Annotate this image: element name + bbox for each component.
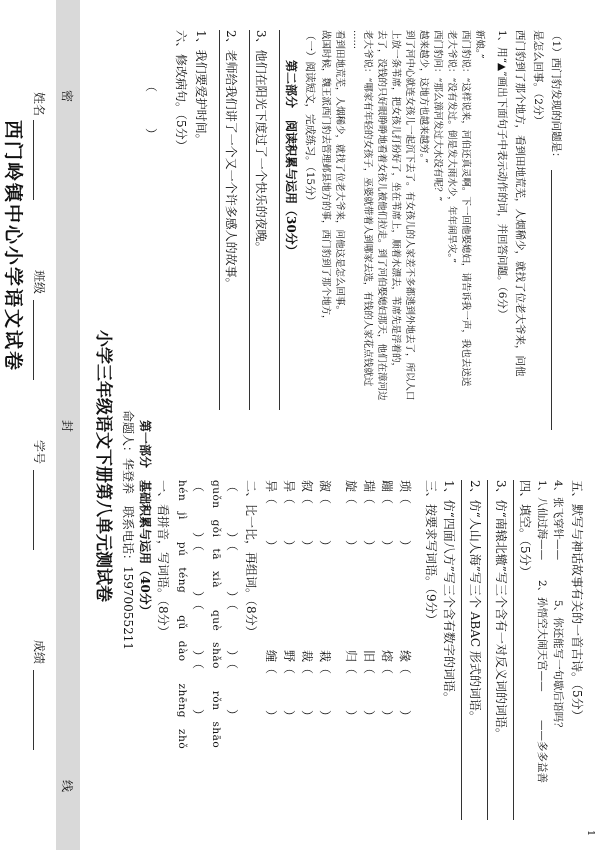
- q3-answer-1[interactable]: [461, 480, 462, 820]
- exercise-1-sentence: 西门豹到了那个地方，看到田地荒芜，人烟稀少，就找了位老大爷来，问他: [514, 30, 526, 377]
- passage-line: ……: [351, 30, 362, 49]
- binding-field-number: 学号: [32, 440, 46, 465]
- passage-line: 老大爷说：“哪家有年轻的女孩子，巫婆就带着人到哪家去选，有钱的人家花点钱就过: [362, 30, 373, 387]
- q2-cell[interactable]: 瑞（ ）: [362, 480, 376, 553]
- q2-cell[interactable]: 裁（ ）: [300, 650, 314, 723]
- q2-row: [299, 480, 316, 820]
- q4-label: 四、填空。（5分）: [518, 480, 532, 578]
- passage-line: 新娘。”: [474, 30, 485, 59]
- q2-cell[interactable]: 栽（ ）: [318, 650, 332, 723]
- q1-label: 一、看拼音，写词语。（8分）: [156, 480, 170, 638]
- q2-cell[interactable]: 叙（ ）: [300, 480, 314, 553]
- q3-label: 三、按要求写词语。（9分）: [424, 480, 438, 626]
- q3-item-1: 1、仿“四面八方”写三个含有数字的词语。: [442, 480, 456, 704]
- q2-cell[interactable]: 溆（ ）: [318, 480, 332, 553]
- q1-pinyin-row2: guǒn gǒi tā xià què shǎo rǒn shāo: [210, 480, 222, 749]
- q6-answer-1[interactable]: [219, 30, 220, 410]
- exam-title: 小学三年级语文下册第八单元测试卷: [93, 330, 113, 602]
- q2-cell[interactable]: 熔（ ）: [380, 650, 394, 723]
- exam-author: 命题人：华登养 联系电话：15970055211: [121, 410, 135, 650]
- q4-item-4: 4、张飞穿针——: [552, 480, 564, 561]
- q2-row: [263, 480, 280, 820]
- q2-cell[interactable]: 缠（ ）: [264, 650, 278, 723]
- passage-line: 战国时候，魏王派西门豹去管理邺县地方的事，西门豹到了那个地方，: [320, 30, 331, 325]
- q4-item-1: 1、八仙过海——: [536, 480, 548, 561]
- q2-cell[interactable]: 异（ ）: [282, 480, 296, 553]
- q6-item-3: 3、他们在阳光下度过了一个快乐的夜晚。: [254, 30, 268, 254]
- class-blank[interactable]: [33, 300, 34, 380]
- q6-paren[interactable]: （ ）: [144, 80, 158, 141]
- passage-line: 西门豹问：“那么漳河发过大水没有呢？”: [432, 30, 443, 202]
- exercise-1-sub1: （1）西门豹发现的问题是：: [550, 30, 562, 163]
- school-heading: 西门岭镇中心小学语文试卷: [2, 120, 24, 373]
- q5-label: 五、默写与神话故事有关的一首古诗。（5分）: [570, 480, 584, 722]
- binding-field-name: 姓名: [32, 92, 46, 117]
- passage-line: 上放一条苇席，把女孩儿打扮好了，坐在苇席上，顺着水漂去，苇席先是浮着的，: [390, 30, 401, 373]
- passage-line: 到了河中心就连女孩儿一起沉下去了。有女孩儿的人家差不多都逃到外地去了，所以人口: [404, 30, 415, 401]
- q2-cell[interactable]: 野（ ）: [282, 650, 296, 723]
- part1-heading: 第一部分 基础积累与运用（40分）: [138, 420, 152, 617]
- passage-line: 去了，没钱的只好眼睁睁地看着女孩儿被他们拉走。到了河伯娶媳妇那天，他们在漳河边: [376, 30, 387, 401]
- q4-item-5: 5、你还能写一句歇后语吗？: [552, 600, 564, 733]
- number-blank[interactable]: [33, 470, 34, 550]
- q4-item-3: ——多多益善: [536, 720, 548, 783]
- page-number: 1: [585, 830, 596, 837]
- q2-cell[interactable]: 异（ ）: [264, 480, 278, 553]
- q2-row: [317, 480, 334, 820]
- binding-field-score: 成绩: [32, 640, 46, 665]
- q3-answer-3[interactable]: [513, 480, 514, 820]
- q6-item-2: 2、老师给我们讲了一个又一个许多感人的故事。: [224, 30, 238, 290]
- q6-answer-3[interactable]: [279, 30, 280, 410]
- q6-label: 六、修改病句。（5分）: [174, 30, 188, 152]
- q2-cell[interactable]: 归（ ）: [344, 650, 358, 723]
- binding-mark-feng: 封: [60, 420, 74, 433]
- passage-line: 西门豹说：“这样说来，河伯还真灵啊。下一回他娶媳妇，请告诉我一声，我也去送送: [460, 30, 471, 387]
- q6-item-1: 1、我们要爱护时间。: [194, 30, 208, 146]
- q2-label: 二、比一比，再组词。（8分）: [244, 480, 258, 638]
- name-blank[interactable]: [33, 120, 34, 200]
- q6-answer-2[interactable]: [249, 30, 250, 410]
- passage-line: 老大爷说：“没有发过。倒是发大雨水少，年年闹旱灾。”: [446, 30, 457, 263]
- q1-answer-row1[interactable]: （ ）（ ）（ ）（ ）: [191, 480, 205, 723]
- passage-line: 看到田地荒芜，人烟稀少，就找了位老大爷来，问他这是怎么回事。: [334, 30, 345, 316]
- binding-mark-xian: 线: [60, 780, 74, 793]
- score-blank[interactable]: [33, 670, 34, 750]
- binding-mark-mi: 密: [60, 90, 74, 103]
- part2-subheading: （一）阅读短文，完成练习。（15分）: [304, 30, 316, 207]
- binding-field-class: 班级: [32, 270, 46, 295]
- q1-answer-row2[interactable]: （ ）（ ）（ ）（ ）: [225, 480, 239, 723]
- exercise-1-score: 是怎么回事。（2分）: [532, 30, 544, 126]
- q2-cell[interactable]: 琐（ ）: [398, 480, 412, 553]
- q2-row: [281, 480, 298, 820]
- q3-answer-2[interactable]: [487, 480, 488, 820]
- q1-pinyin-row1: hén jì pú téng qǔ dào zhēng zhǒ: [176, 480, 188, 750]
- passage-line: 越来越少，这地方也越来越穷。”: [418, 30, 429, 164]
- exercise-1: 1、用“▲”画出下面句子中表示动作的词，并回答问题。（6分）: [496, 30, 508, 320]
- q2-cell[interactable]: 蹦（ ）: [380, 480, 394, 553]
- q4-item-2: 2、孙悟空大闹天宫——: [536, 580, 548, 692]
- part2-heading: 第二部分 阅读积累与运用（30分）: [284, 60, 298, 257]
- q3-item-3: 3、仿“南辕北辙”写三个含有一对反义词的词语。: [494, 480, 508, 740]
- exercise-1-answer[interactable]: [551, 170, 552, 430]
- q3-item-2: 2、仿“人山人海”写三个 ABAC 形式的词语。: [468, 480, 482, 723]
- q2-cell[interactable]: 旧（ ）: [362, 650, 376, 723]
- q2-cell[interactable]: 缘（ ）: [398, 650, 412, 723]
- q2-cell[interactable]: 旋（ ）: [344, 480, 358, 553]
